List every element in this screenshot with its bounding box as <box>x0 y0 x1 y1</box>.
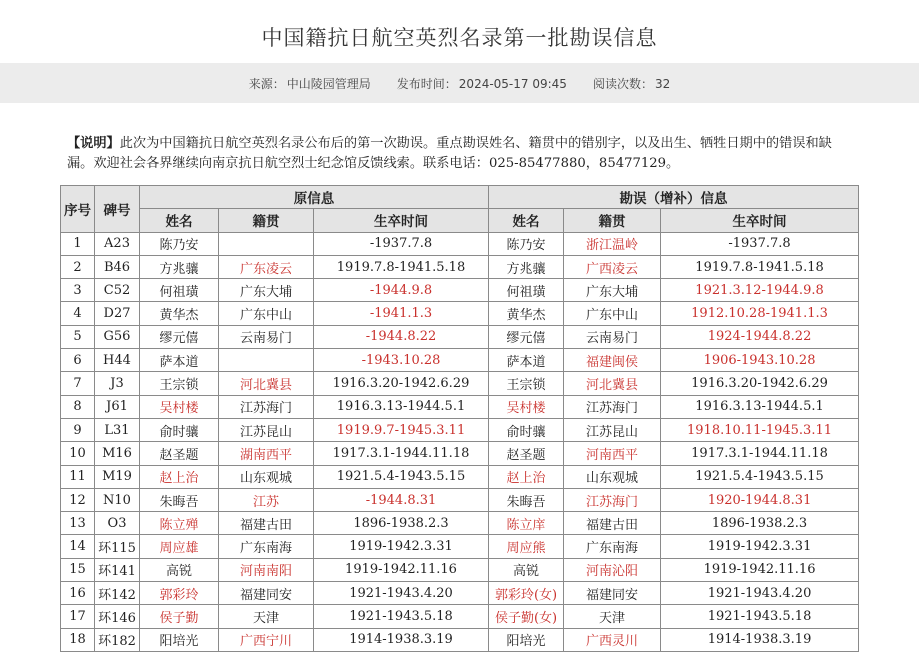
cell-original-name: 郭彩玲 <box>140 582 219 605</box>
cell-stele: 环142 <box>95 582 140 605</box>
cell-original-origin: 天津 <box>219 605 314 628</box>
cell-corrected-dates: 1920-1944.8.31 <box>661 488 859 511</box>
cell-original-dates: 1919-1942.3.31 <box>314 535 489 558</box>
table-row <box>61 582 859 605</box>
published-value: 2024-05-17 09:45 <box>458 76 567 91</box>
cell-corrected-dates: 1916.3.20-1942.6.29 <box>661 372 859 395</box>
cell-no: 12 <box>61 488 95 511</box>
cell-corrected-name: 缪元僖 <box>489 325 564 348</box>
page-title: 中国籍抗日航空英烈名录第一批勘误信息 <box>261 26 658 50</box>
cell-corrected-dates: 1896-1938.2.3 <box>661 512 859 535</box>
reads-label: 阅读次数： <box>592 76 653 91</box>
cell-corrected-name: 周应熊 <box>489 535 564 558</box>
cell-original-name: 吴村楼 <box>140 395 219 418</box>
cell-stele: C52 <box>95 279 140 302</box>
cell-no: 7 <box>61 372 95 395</box>
notice-body: 此次为中国籍抗日航空英烈名录公布后的第一次勘误。重点勘误姓名、籍贯中的错别字，以及出生、牺牲日期中的错误和缺漏。欢迎社会各界继续向南京抗日航空烈士纪念馆反馈线索。联系电话：025-85477880，85477129。 <box>67 136 832 171</box>
cell-no: 14 <box>61 535 95 558</box>
cell-original-origin: 河南南阳 <box>219 558 314 581</box>
cell-original-dates: -1941.1.3 <box>314 302 489 325</box>
cell-corrected-origin: 山东观城 <box>564 465 661 488</box>
header-no: 序号 <box>61 186 95 233</box>
cell-corrected-name: 朱晦吾 <box>489 488 564 511</box>
cell-original-dates: -1937.7.8 <box>314 232 489 255</box>
source-info <box>249 75 371 92</box>
header-stele: 碑号 <box>95 186 140 233</box>
source-label: 来源： <box>248 76 285 91</box>
cell-original-origin <box>219 232 314 255</box>
header-original-group: 原信息 <box>140 186 489 209</box>
header-original-dates: 生卒时间 <box>314 209 489 232</box>
cell-stele: O3 <box>95 512 140 535</box>
cell-original-name: 陈乃安 <box>140 232 219 255</box>
cell-corrected-origin: 天津 <box>564 605 661 628</box>
cell-corrected-name: 陈立庠 <box>489 512 564 535</box>
table-row <box>61 232 859 255</box>
cell-original-origin: 福建同安 <box>219 582 314 605</box>
cell-corrected-name: 吴村楼 <box>489 395 564 418</box>
cell-original-origin: 河北冀县 <box>219 372 314 395</box>
table-row <box>61 535 859 558</box>
table-row <box>61 302 859 325</box>
cell-corrected-dates: 1919-1942.11.16 <box>661 558 859 581</box>
cell-stele: 环146 <box>95 605 140 628</box>
cell-no: 15 <box>61 558 95 581</box>
header-corrected-group: 勘误（增补）信息 <box>489 186 859 209</box>
cell-corrected-dates: 1918.10.11-1945.3.11 <box>661 418 859 441</box>
cell-corrected-name: 赵上治 <box>489 465 564 488</box>
cell-original-dates: 1921.5.4-1943.5.15 <box>314 465 489 488</box>
cell-stele: M19 <box>95 465 140 488</box>
cell-original-name: 周应雄 <box>140 535 219 558</box>
cell-original-dates: 1917.3.1-1944.11.18 <box>314 442 489 465</box>
cell-original-name: 王宗锁 <box>140 372 219 395</box>
cell-corrected-name: 方兆骧 <box>489 255 564 278</box>
header-original-name: 姓名 <box>140 209 219 232</box>
cell-corrected-origin: 福建同安 <box>564 582 661 605</box>
cell-corrected-origin: 广东南海 <box>564 535 661 558</box>
cell-corrected-dates: -1937.7.8 <box>661 232 859 255</box>
cell-corrected-origin: 广西凌云 <box>564 255 661 278</box>
cell-original-dates: -1944.8.31 <box>314 488 489 511</box>
cell-stele: H44 <box>95 349 140 372</box>
source-value: 中山陵园管理局 <box>286 76 371 91</box>
table-header <box>61 186 859 233</box>
cell-corrected-name: 王宗锁 <box>489 372 564 395</box>
cell-corrected-origin: 福建古田 <box>564 512 661 535</box>
cell-no: 17 <box>61 605 95 628</box>
cell-original-name: 缪元僖 <box>140 325 219 348</box>
cell-corrected-dates: 1912.10.28-1941.1.3 <box>661 302 859 325</box>
cell-original-dates: 1914-1938.3.19 <box>314 628 489 651</box>
cell-original-origin: 江苏昆山 <box>219 418 314 441</box>
cell-original-name: 阳培光 <box>140 628 219 651</box>
cell-corrected-name: 阳培光 <box>489 628 564 651</box>
cell-original-origin: 广东大埔 <box>219 279 314 302</box>
cell-corrected-name: 郭彩玲(女) <box>489 582 564 605</box>
table-row <box>61 465 859 488</box>
cell-no: 3 <box>61 279 95 302</box>
table-row <box>61 349 859 372</box>
table-row <box>61 488 859 511</box>
cell-stele: M16 <box>95 442 140 465</box>
cell-original-origin: 广东中山 <box>219 302 314 325</box>
cell-corrected-dates: 1916.3.13-1944.5.1 <box>661 395 859 418</box>
cell-corrected-origin: 福建闽侯 <box>564 349 661 372</box>
cell-corrected-origin: 河北冀县 <box>564 372 661 395</box>
cell-original-origin: 广东南海 <box>219 535 314 558</box>
cell-no: 5 <box>61 325 95 348</box>
cell-original-name: 赵圣题 <box>140 442 219 465</box>
cell-stele: L31 <box>95 418 140 441</box>
table-row <box>61 628 859 651</box>
cell-corrected-name: 俞时骧 <box>489 418 564 441</box>
cell-original-dates: 1916.3.20-1942.6.29 <box>314 372 489 395</box>
cell-corrected-origin: 河南沁阳 <box>564 558 661 581</box>
table-row <box>61 325 859 348</box>
cell-corrected-origin: 广东中山 <box>564 302 661 325</box>
table-body <box>61 232 859 651</box>
cell-stele: N10 <box>95 488 140 511</box>
cell-stele: J3 <box>95 372 140 395</box>
cell-original-name: 侯子勤 <box>140 605 219 628</box>
cell-stele: 环141 <box>95 558 140 581</box>
cell-original-dates: 1919.7.8-1941.5.18 <box>314 255 489 278</box>
cell-stele: J61 <box>95 395 140 418</box>
cell-corrected-name: 何祖璜 <box>489 279 564 302</box>
cell-stele: B46 <box>95 255 140 278</box>
cell-original-dates: -1944.8.22 <box>314 325 489 348</box>
cell-corrected-name: 侯子勤(女) <box>489 605 564 628</box>
cell-corrected-origin: 广东大埔 <box>564 279 661 302</box>
cell-no: 18 <box>61 628 95 651</box>
cell-original-name: 陈立殚 <box>140 512 219 535</box>
cell-corrected-dates: 1906-1943.10.28 <box>661 349 859 372</box>
cell-original-name: 萨本道 <box>140 349 219 372</box>
cell-original-origin: 江苏海门 <box>219 395 314 418</box>
cell-original-origin: 湖南西平 <box>219 442 314 465</box>
header-original-origin: 籍贯 <box>219 209 314 232</box>
header-corrected-origin: 籍贯 <box>564 209 661 232</box>
cell-original-origin: 广东凌云 <box>219 255 314 278</box>
table-row <box>61 512 859 535</box>
table-row <box>61 558 859 581</box>
reads-value: 32 <box>654 76 671 91</box>
cell-original-name: 何祖璜 <box>140 279 219 302</box>
header-corrected-dates: 生卒时间 <box>661 209 859 232</box>
cell-original-origin: 江苏 <box>219 488 314 511</box>
cell-stele: 环115 <box>95 535 140 558</box>
cell-stele: G56 <box>95 325 140 348</box>
cell-corrected-dates: 1921.3.12-1944.9.8 <box>661 279 859 302</box>
cell-no: 13 <box>61 512 95 535</box>
cell-corrected-origin: 河南西平 <box>564 442 661 465</box>
cell-corrected-name: 赵圣题 <box>489 442 564 465</box>
cell-original-name: 赵上治 <box>140 465 219 488</box>
cell-original-name: 高锐 <box>140 558 219 581</box>
cell-corrected-origin: 云南易门 <box>564 325 661 348</box>
header-row-columns <box>61 209 859 232</box>
cell-stele: D27 <box>95 302 140 325</box>
table-row <box>61 279 859 302</box>
notice-head: 【说明】 <box>67 136 120 151</box>
cell-corrected-dates: 1919.7.8-1941.5.18 <box>661 255 859 278</box>
publish-info <box>397 75 567 92</box>
cell-corrected-dates: 1924-1944.8.22 <box>661 325 859 348</box>
header-row-groups <box>61 186 859 209</box>
table-row <box>61 442 859 465</box>
cell-original-dates: 1921-1943.4.20 <box>314 582 489 605</box>
cell-original-origin: 云南易门 <box>219 325 314 348</box>
cell-original-dates: 1919.9.7-1945.3.11 <box>314 418 489 441</box>
table-row <box>61 372 859 395</box>
table-row <box>61 605 859 628</box>
table-row <box>61 255 859 278</box>
cell-corrected-name: 萨本道 <box>489 349 564 372</box>
cell-no: 11 <box>61 465 95 488</box>
cell-corrected-origin: 广西灵川 <box>564 628 661 651</box>
cell-corrected-dates: 1919-1942.3.31 <box>661 535 859 558</box>
header-corrected-name: 姓名 <box>489 209 564 232</box>
cell-corrected-dates: 1921-1943.5.18 <box>661 605 859 628</box>
article-meta-bar <box>0 63 919 103</box>
cell-corrected-origin: 江苏海门 <box>564 488 661 511</box>
errata-table <box>60 185 859 652</box>
cell-original-name: 俞时骧 <box>140 418 219 441</box>
cell-stele: 环182 <box>95 628 140 651</box>
cell-no: 4 <box>61 302 95 325</box>
cell-corrected-origin: 江苏昆山 <box>564 418 661 441</box>
cell-corrected-name: 高锐 <box>489 558 564 581</box>
cell-original-name: 黄华杰 <box>140 302 219 325</box>
read-count-info <box>593 75 670 92</box>
cell-original-origin: 广西宁川 <box>219 628 314 651</box>
published-label: 发布时间： <box>396 76 457 91</box>
cell-corrected-name: 陈乃安 <box>489 232 564 255</box>
cell-corrected-origin: 江苏海门 <box>564 395 661 418</box>
cell-original-dates: 1919-1942.11.16 <box>314 558 489 581</box>
cell-original-name: 方兆骧 <box>140 255 219 278</box>
cell-original-origin <box>219 349 314 372</box>
cell-original-dates: 1916.3.13-1944.5.1 <box>314 395 489 418</box>
cell-stele: A23 <box>95 232 140 255</box>
cell-corrected-origin: 浙江温岭 <box>564 232 661 255</box>
cell-original-dates: -1943.10.28 <box>314 349 489 372</box>
notice-paragraph <box>67 134 857 174</box>
cell-original-dates: 1896-1938.2.3 <box>314 512 489 535</box>
cell-original-origin: 福建古田 <box>219 512 314 535</box>
cell-no: 16 <box>61 582 95 605</box>
cell-no: 2 <box>61 255 95 278</box>
cell-no: 8 <box>61 395 95 418</box>
cell-original-dates: -1944.9.8 <box>314 279 489 302</box>
table-row <box>61 418 859 441</box>
cell-no: 1 <box>61 232 95 255</box>
cell-corrected-dates: 1917.3.1-1944.11.18 <box>661 442 859 465</box>
cell-no: 6 <box>61 349 95 372</box>
cell-original-name: 朱晦吾 <box>140 488 219 511</box>
cell-corrected-dates: 1921-1943.4.20 <box>661 582 859 605</box>
cell-no: 9 <box>61 418 95 441</box>
cell-corrected-dates: 1921.5.4-1943.5.15 <box>661 465 859 488</box>
cell-original-dates: 1921-1943.5.18 <box>314 605 489 628</box>
table-row <box>61 395 859 418</box>
cell-corrected-dates: 1914-1938.3.19 <box>661 628 859 651</box>
cell-original-origin: 山东观城 <box>219 465 314 488</box>
cell-no: 10 <box>61 442 95 465</box>
cell-corrected-name: 黄华杰 <box>489 302 564 325</box>
